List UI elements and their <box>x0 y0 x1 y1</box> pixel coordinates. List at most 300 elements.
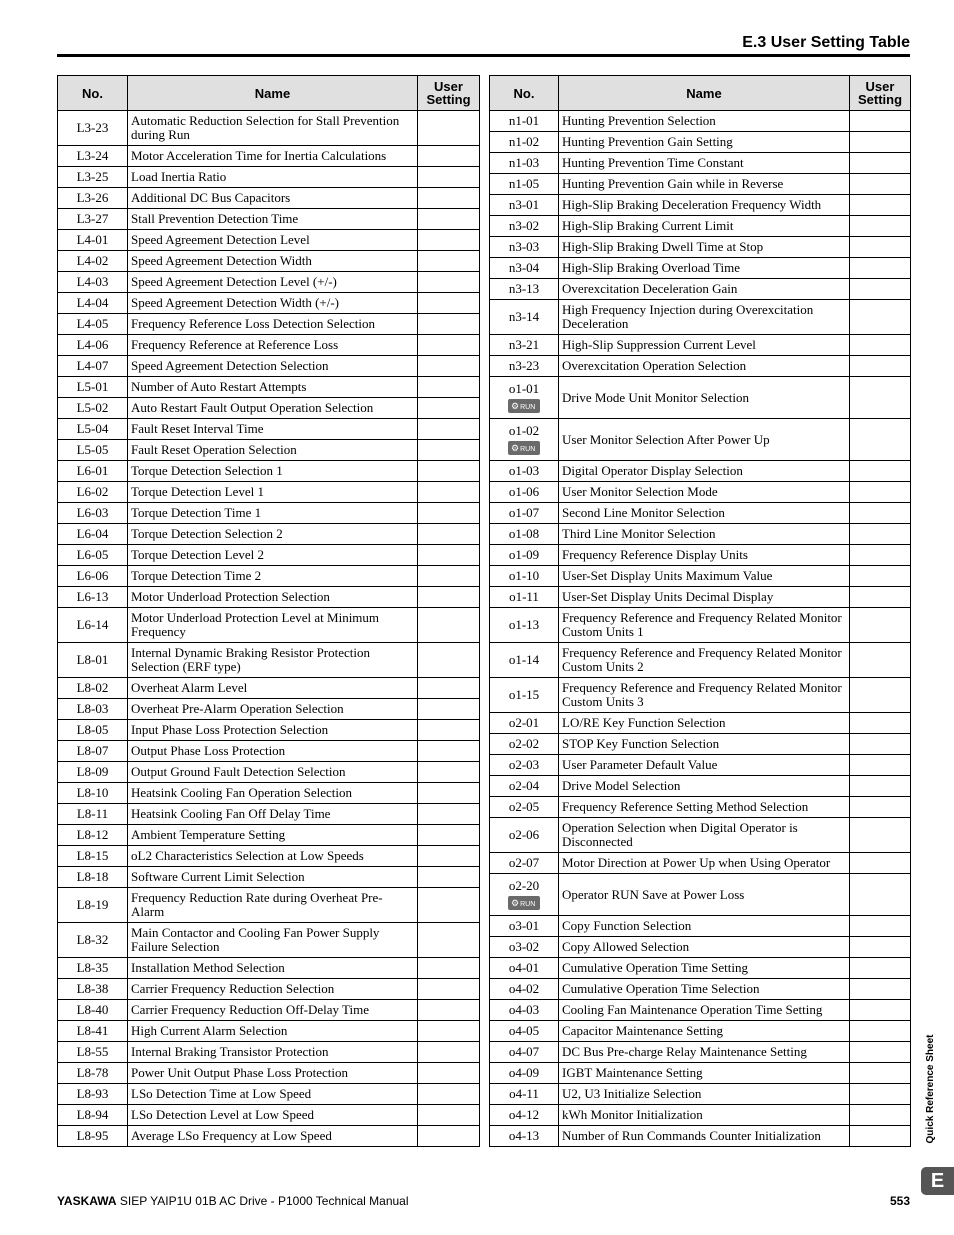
parameter-number-cell <box>490 916 559 937</box>
parameter-number: L5-04 <box>76 421 109 436</box>
user-setting-cell[interactable] <box>850 853 911 874</box>
parameter-number: L8-78 <box>76 1065 109 1080</box>
parameter-number: o1-01 <box>508 381 540 397</box>
parameter-number-cell <box>58 1126 128 1147</box>
table-row <box>490 1126 911 1147</box>
parameter-name: Speed Agreement Detection Width <box>128 251 418 272</box>
parameter-number-cell <box>490 356 559 377</box>
parameter-name: High-Slip Braking Deceleration Frequency Width <box>559 195 850 216</box>
parameter-number-cell <box>490 797 559 818</box>
user-setting-table-left <box>57 75 480 1147</box>
table-row <box>490 153 911 174</box>
parameter-number: L8-94 <box>76 1107 109 1122</box>
parameter-name: Frequency Reduction Rate during Overheat Pre-Alarm <box>128 888 418 923</box>
user-setting-cell[interactable] <box>418 272 480 293</box>
table-row <box>58 566 480 587</box>
parameter-number-cell <box>490 1084 559 1105</box>
user-setting-cell[interactable] <box>418 209 480 230</box>
user-setting-cell[interactable] <box>418 188 480 209</box>
parameter-number-cell <box>58 825 128 846</box>
user-setting-cell[interactable] <box>850 734 911 755</box>
parameter-number: L8-18 <box>76 869 109 884</box>
user-setting-cell[interactable] <box>418 825 480 846</box>
user-setting-cell[interactable] <box>850 461 911 482</box>
parameter-name: Ambient Temperature Setting <box>128 825 418 846</box>
parameter-number: o3-01 <box>508 918 540 933</box>
table-row <box>58 1021 480 1042</box>
table-row <box>490 1021 911 1042</box>
parameter-number: o2-06 <box>508 827 540 842</box>
user-setting-cell[interactable] <box>850 643 911 678</box>
table-row <box>58 545 480 566</box>
user-setting-cell[interactable] <box>418 503 480 524</box>
parameter-number-cell <box>58 1042 128 1063</box>
parameter-number-cell <box>490 419 559 461</box>
parameter-number: L3-23 <box>76 120 109 135</box>
table-row <box>490 419 911 461</box>
user-setting-cell[interactable] <box>850 524 911 545</box>
parameter-number: L4-03 <box>76 274 109 289</box>
parameter-number-cell <box>490 937 559 958</box>
col-header-user-setting: User Setting <box>418 76 480 111</box>
user-setting-cell[interactable] <box>418 741 480 762</box>
parameter-name: STOP Key Function Selection <box>559 734 850 755</box>
user-setting-cell[interactable] <box>850 153 911 174</box>
table-row <box>58 979 480 1000</box>
table-row <box>490 524 911 545</box>
parameter-name: Drive Model Selection <box>559 776 850 797</box>
parameter-name: Fault Reset Operation Selection <box>128 440 418 461</box>
user-setting-cell[interactable] <box>850 566 911 587</box>
parameter-name: Speed Agreement Detection Width (+/-) <box>128 293 418 314</box>
parameter-name: Motor Underload Protection Level at Minimum Frequency <box>128 608 418 643</box>
parameter-number-cell <box>490 545 559 566</box>
parameter-number-cell <box>58 111 128 146</box>
user-setting-cell[interactable] <box>418 230 480 251</box>
user-setting-cell[interactable] <box>850 503 911 524</box>
table-row <box>490 377 911 419</box>
table-row <box>58 741 480 762</box>
run-badge-label: RUN <box>520 445 536 453</box>
user-setting-cell[interactable] <box>850 678 911 713</box>
parameter-name: High-Slip Braking Overload Time <box>559 258 850 279</box>
parameter-number: o1-10 <box>508 568 540 583</box>
parameter-number: L8-55 <box>76 1044 109 1059</box>
parameter-number-cell <box>58 846 128 867</box>
user-setting-cell[interactable] <box>418 699 480 720</box>
table-row <box>58 888 480 923</box>
user-setting-cell[interactable] <box>418 958 480 979</box>
parameter-number: o2-02 <box>508 736 540 751</box>
parameter-name: Overexcitation Operation Selection <box>559 356 850 377</box>
parameter-number-cell <box>490 713 559 734</box>
parameter-number: L6-01 <box>76 463 109 478</box>
parameter-name: High-Slip Suppression Current Level <box>559 335 850 356</box>
parameter-number: o4-07 <box>508 1044 540 1059</box>
parameter-name: Heatsink Cooling Fan Operation Selection <box>128 783 418 804</box>
user-setting-cell[interactable] <box>850 111 911 132</box>
parameter-number: o1-03 <box>508 463 540 478</box>
parameter-name: Torque Detection Selection 2 <box>128 524 418 545</box>
user-setting-cell[interactable] <box>850 1126 911 1147</box>
table-row <box>490 979 911 1000</box>
user-setting-cell[interactable] <box>850 377 911 419</box>
parameter-number: L4-07 <box>76 358 109 373</box>
parameter-name: High-Slip Braking Current Limit <box>559 216 850 237</box>
user-setting-cell[interactable] <box>418 1084 480 1105</box>
parameter-number: n1-03 <box>508 155 540 170</box>
parameter-name: User Parameter Default Value <box>559 755 850 776</box>
parameter-name: Internal Braking Transistor Protection <box>128 1042 418 1063</box>
user-setting-cell[interactable] <box>418 1126 480 1147</box>
table-row <box>58 335 480 356</box>
user-setting-cell[interactable] <box>850 713 911 734</box>
user-setting-cell[interactable] <box>418 608 480 643</box>
parameter-number: L8-15 <box>76 848 109 863</box>
parameter-number: L8-40 <box>76 1002 109 1017</box>
parameter-number: o3-02 <box>508 939 540 954</box>
table-row <box>490 958 911 979</box>
user-setting-cell[interactable] <box>850 195 911 216</box>
table-row <box>490 566 911 587</box>
parameter-name: Hunting Prevention Gain while in Reverse <box>559 174 850 195</box>
parameter-number: o1-09 <box>508 547 540 562</box>
table-row <box>490 174 911 195</box>
parameter-number-cell <box>58 209 128 230</box>
parameter-number-cell <box>490 587 559 608</box>
user-setting-cell[interactable] <box>850 356 911 377</box>
user-setting-cell[interactable] <box>418 846 480 867</box>
parameter-name: Operator RUN Save at Power Loss <box>559 874 850 916</box>
parameter-number: o1-15 <box>508 687 540 702</box>
user-setting-cell[interactable] <box>418 1063 480 1084</box>
user-setting-cell[interactable] <box>850 216 911 237</box>
table-row <box>58 482 480 503</box>
table-row <box>58 188 480 209</box>
parameter-number-cell <box>58 867 128 888</box>
user-setting-cell[interactable] <box>850 1084 911 1105</box>
parameter-number-cell <box>490 979 559 1000</box>
user-setting-cell[interactable] <box>418 111 480 146</box>
table-row <box>490 258 911 279</box>
parameter-number-cell <box>490 461 559 482</box>
parameter-number-cell <box>58 461 128 482</box>
parameter-number: o2-03 <box>508 757 540 772</box>
user-setting-cell[interactable] <box>418 783 480 804</box>
table-row <box>58 1000 480 1021</box>
user-setting-cell[interactable] <box>850 958 911 979</box>
parameter-name: Drive Mode Unit Monitor Selection <box>559 377 850 419</box>
table-row <box>58 524 480 545</box>
table-row <box>490 1000 911 1021</box>
user-setting-cell[interactable] <box>850 419 911 461</box>
parameter-number: n3-02 <box>508 218 540 233</box>
parameter-number: o2-01 <box>508 715 540 730</box>
user-setting-cell[interactable] <box>418 1021 480 1042</box>
parameter-number: L5-05 <box>76 442 109 457</box>
user-setting-cell[interactable] <box>418 867 480 888</box>
footer-manual-title <box>57 1194 409 1208</box>
user-setting-cell[interactable] <box>418 440 480 461</box>
user-setting-cell[interactable] <box>418 566 480 587</box>
side-tab-label: Quick Reference Sheet <box>925 1034 936 1144</box>
parameter-name: Main Contactor and Cooling Fan Power Supply Failure Selection <box>128 923 418 958</box>
user-setting-cell[interactable] <box>418 461 480 482</box>
user-setting-cell[interactable] <box>850 937 911 958</box>
table-row <box>58 1063 480 1084</box>
user-setting-cell[interactable] <box>850 482 911 503</box>
table-row <box>490 356 911 377</box>
parameter-number-cell <box>58 1105 128 1126</box>
parameter-number: L6-14 <box>76 617 109 632</box>
parameter-name: Cooling Fan Maintenance Operation Time Setting <box>559 1000 850 1021</box>
parameter-number: L8-95 <box>76 1128 109 1143</box>
table-row <box>490 797 911 818</box>
parameter-name: Average LSo Frequency at Low Speed <box>128 1126 418 1147</box>
table-row <box>58 958 480 979</box>
user-setting-cell[interactable] <box>850 776 911 797</box>
parameter-number: L6-06 <box>76 568 109 583</box>
table-row <box>490 1063 911 1084</box>
parameter-number-cell <box>490 503 559 524</box>
parameter-number: o4-11 <box>509 1086 539 1101</box>
user-setting-cell[interactable] <box>418 720 480 741</box>
table-row <box>58 867 480 888</box>
user-setting-cell[interactable] <box>850 979 911 1000</box>
parameter-number-cell <box>490 1063 559 1084</box>
parameter-name: Motor Acceleration Time for Inertia Calculations <box>128 146 418 167</box>
parameter-name: Carrier Frequency Reduction Off-Delay Time <box>128 1000 418 1021</box>
parameter-number-cell <box>490 524 559 545</box>
user-setting-cell[interactable] <box>418 1042 480 1063</box>
user-setting-cell[interactable] <box>850 755 911 776</box>
parameter-number-cell <box>490 776 559 797</box>
table-row <box>490 853 911 874</box>
user-setting-cell[interactable] <box>850 1063 911 1084</box>
table-row <box>490 216 911 237</box>
user-setting-cell[interactable] <box>418 643 480 678</box>
parameter-number-cell <box>58 923 128 958</box>
user-setting-cell[interactable] <box>418 524 480 545</box>
parameter-name: U2, U3 Initialize Selection <box>559 1084 850 1105</box>
user-setting-cell[interactable] <box>418 545 480 566</box>
user-setting-cell[interactable] <box>850 608 911 643</box>
parameter-number-cell <box>490 678 559 713</box>
user-setting-cell[interactable] <box>850 1105 911 1126</box>
user-setting-cell[interactable] <box>418 167 480 188</box>
user-setting-cell[interactable] <box>850 818 911 853</box>
parameter-name: LSo Detection Time at Low Speed <box>128 1084 418 1105</box>
parameter-number-cell <box>58 979 128 1000</box>
user-setting-cell[interactable] <box>850 545 911 566</box>
table-row <box>58 846 480 867</box>
user-setting-cell[interactable] <box>418 888 480 923</box>
parameter-name: Number of Run Commands Counter Initialization <box>559 1126 850 1147</box>
parameter-number: o4-03 <box>508 1002 540 1017</box>
parameter-name: Output Phase Loss Protection <box>128 741 418 762</box>
parameter-number-cell <box>58 958 128 979</box>
user-setting-cell[interactable] <box>850 279 911 300</box>
parameter-name: User-Set Display Units Decimal Display <box>559 587 850 608</box>
parameter-number-cell <box>58 1000 128 1021</box>
parameter-name: Second Line Monitor Selection <box>559 503 850 524</box>
parameter-name: Load Inertia Ratio <box>128 167 418 188</box>
parameter-number: n1-05 <box>508 176 540 191</box>
parameter-number-cell <box>490 1000 559 1021</box>
parameter-number-cell <box>490 216 559 237</box>
parameter-name: Frequency Reference and Frequency Related Monitor Custom Units 1 <box>559 608 850 643</box>
user-setting-cell[interactable] <box>418 146 480 167</box>
table-row <box>58 923 480 958</box>
user-setting-cell[interactable] <box>418 377 480 398</box>
parameter-name: Number of Auto Restart Attempts <box>128 377 418 398</box>
parameter-number-cell <box>490 566 559 587</box>
parameter-name: Torque Detection Level 1 <box>128 482 418 503</box>
user-setting-cell[interactable] <box>850 335 911 356</box>
parameter-number-cell <box>58 293 128 314</box>
user-setting-cell[interactable] <box>850 132 911 153</box>
user-setting-cell[interactable] <box>850 174 911 195</box>
parameter-number-cell <box>58 482 128 503</box>
user-setting-cell[interactable] <box>418 293 480 314</box>
parameter-number-cell <box>490 195 559 216</box>
parameter-number: n3-01 <box>508 197 540 212</box>
table-row <box>58 461 480 482</box>
user-setting-cell[interactable] <box>850 916 911 937</box>
parameter-number: n3-14 <box>508 309 540 324</box>
parameter-number-cell <box>490 734 559 755</box>
table-row <box>58 356 480 377</box>
user-setting-cell[interactable] <box>850 1042 911 1063</box>
run-gear-icon: ⚙ <box>511 897 520 908</box>
user-setting-cell[interactable] <box>418 335 480 356</box>
user-setting-cell[interactable] <box>418 398 480 419</box>
parameter-name: DC Bus Pre-charge Relay Maintenance Setting <box>559 1042 850 1063</box>
table-row <box>490 776 911 797</box>
parameter-name: Operation Selection when Digital Operator is Disconnected <box>559 818 850 853</box>
parameter-number: L8-09 <box>76 764 109 779</box>
run-enabled-badge <box>508 441 540 455</box>
parameter-number: L6-03 <box>76 505 109 520</box>
table-row <box>490 755 911 776</box>
parameter-number-cell <box>58 398 128 419</box>
parameter-number: L3-24 <box>76 148 109 163</box>
parameter-number: L8-02 <box>76 680 109 695</box>
user-setting-cell[interactable] <box>418 804 480 825</box>
run-badge-label: RUN <box>520 900 536 908</box>
parameter-name: Frequency Reference and Frequency Related Monitor Custom Units 3 <box>559 678 850 713</box>
table-row <box>58 146 480 167</box>
parameter-name: User-Set Display Units Maximum Value <box>559 566 850 587</box>
user-setting-cell[interactable] <box>850 874 911 916</box>
table-row <box>490 643 911 678</box>
parameter-number-cell <box>490 1126 559 1147</box>
user-setting-cell[interactable] <box>850 797 911 818</box>
table-row <box>490 1042 911 1063</box>
parameter-number-cell <box>58 146 128 167</box>
run-enabled-badge <box>508 399 540 413</box>
user-setting-cell[interactable] <box>418 314 480 335</box>
parameter-name: Heatsink Cooling Fan Off Delay Time <box>128 804 418 825</box>
user-setting-cell[interactable] <box>850 258 911 279</box>
parameter-number: L6-02 <box>76 484 109 499</box>
table-row <box>490 1105 911 1126</box>
parameter-number: L8-05 <box>76 722 109 737</box>
parameter-name: High Current Alarm Selection <box>128 1021 418 1042</box>
user-setting-cell[interactable] <box>850 237 911 258</box>
parameter-number: o1-14 <box>508 652 540 667</box>
side-tab-quick-reference <box>921 1028 941 1150</box>
user-setting-cell[interactable] <box>418 419 480 440</box>
user-setting-cell[interactable] <box>850 1021 911 1042</box>
table-row <box>58 209 480 230</box>
parameter-name: IGBT Maintenance Setting <box>559 1063 850 1084</box>
user-setting-cell[interactable] <box>418 251 480 272</box>
parameter-number-cell <box>58 335 128 356</box>
parameter-number-cell <box>58 251 128 272</box>
user-setting-cell[interactable] <box>418 587 480 608</box>
user-setting-cell[interactable] <box>418 356 480 377</box>
user-setting-cell[interactable] <box>418 762 480 783</box>
parameter-number-cell <box>58 1084 128 1105</box>
parameter-name: Auto Restart Fault Output Operation Selection <box>128 398 418 419</box>
parameter-number: L8-32 <box>76 932 109 947</box>
table-row <box>490 734 911 755</box>
table-row <box>490 1084 911 1105</box>
table-row <box>58 783 480 804</box>
parameter-number-cell <box>490 132 559 153</box>
user-setting-cell[interactable] <box>418 923 480 958</box>
parameter-number: L4-01 <box>76 232 109 247</box>
parameter-number: L8-35 <box>76 960 109 975</box>
table-row <box>490 545 911 566</box>
user-setting-cell[interactable] <box>418 678 480 699</box>
parameter-number-cell <box>490 1105 559 1126</box>
parameter-number: o4-12 <box>508 1107 540 1122</box>
table-row <box>58 643 480 678</box>
parameter-number: L4-02 <box>76 253 109 268</box>
user-setting-cell[interactable] <box>850 587 911 608</box>
parameter-name: Cumulative Operation Time Selection <box>559 979 850 1000</box>
table-row <box>58 398 480 419</box>
parameter-name: Hunting Prevention Time Constant <box>559 153 850 174</box>
parameter-number-cell <box>490 1021 559 1042</box>
table-row <box>490 237 911 258</box>
parameter-number-cell <box>58 524 128 545</box>
parameter-number-cell <box>490 237 559 258</box>
parameter-name: Hunting Prevention Gain Setting <box>559 132 850 153</box>
parameter-number-cell <box>58 272 128 293</box>
parameter-number-cell <box>58 356 128 377</box>
user-setting-cell[interactable] <box>850 1000 911 1021</box>
parameter-number: n3-13 <box>508 281 540 296</box>
parameter-number-cell <box>490 335 559 356</box>
user-setting-cell[interactable] <box>418 979 480 1000</box>
parameter-name: Copy Allowed Selection <box>559 937 850 958</box>
parameter-number: o4-01 <box>508 960 540 975</box>
col-header-no: No. <box>490 76 559 111</box>
user-setting-cell[interactable] <box>850 300 911 335</box>
parameter-number: L6-04 <box>76 526 109 541</box>
user-setting-cell[interactable] <box>418 482 480 503</box>
table-row <box>58 587 480 608</box>
user-setting-cell[interactable] <box>418 1105 480 1126</box>
parameter-number-cell <box>58 377 128 398</box>
parameter-name: Hunting Prevention Selection <box>559 111 850 132</box>
parameter-number-cell <box>58 888 128 923</box>
user-setting-cell[interactable] <box>418 1000 480 1021</box>
col-header-name: Name <box>559 76 850 111</box>
